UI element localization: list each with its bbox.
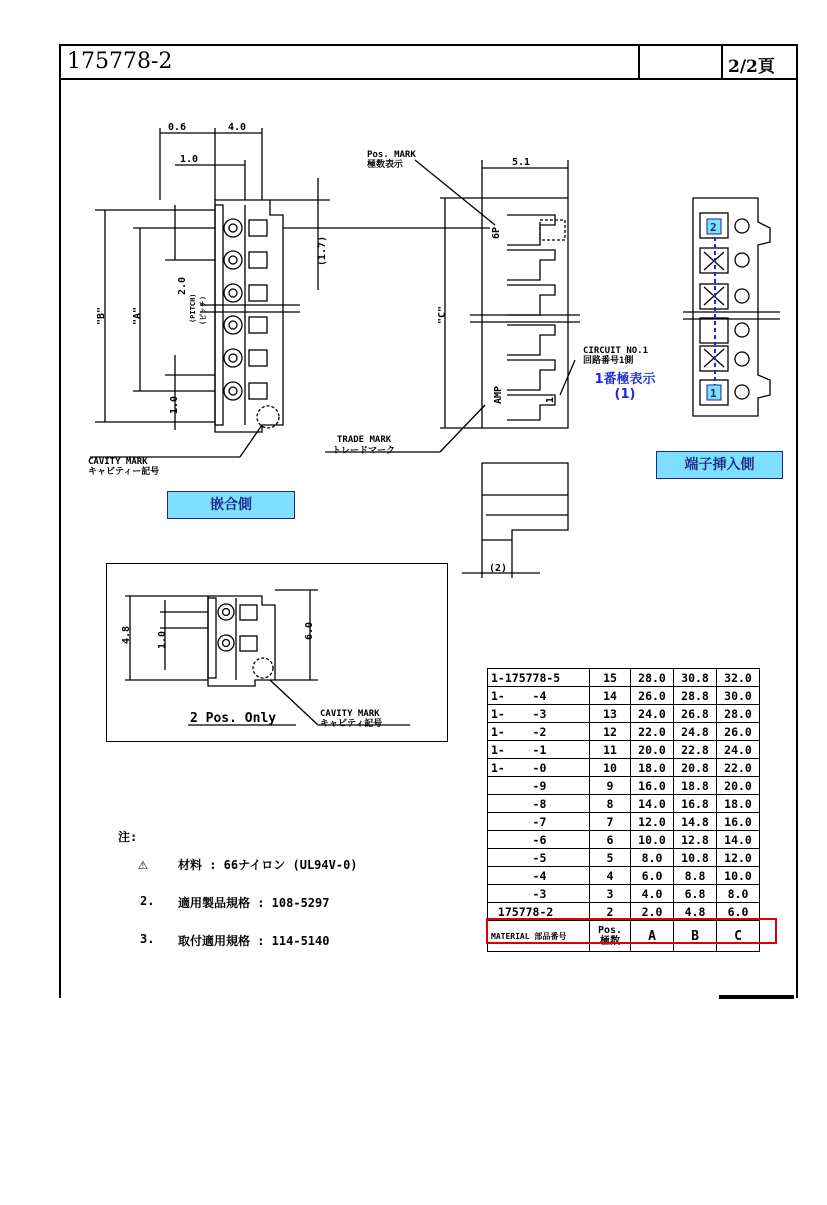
note-2: 適用製品規格 : 108-5297 <box>178 896 330 910</box>
dim-5-1: 5.1 <box>512 157 531 168</box>
trade-mark-en: TRADE MARK <box>337 435 392 445</box>
two-pos-only: 2 Pos. Only <box>190 711 277 726</box>
table-row: -7 7 12.0 14.8 16.0 <box>488 813 760 831</box>
table-row: 1- -3 13 24.0 26.8 28.0 <box>488 705 760 723</box>
cavity-mark-en-2: CAVITY MARK <box>320 709 380 719</box>
note-3-num: 3. <box>140 932 155 946</box>
center-slots <box>507 215 555 420</box>
trade-mark-jp: トレードマーク <box>332 446 396 456</box>
table-header: MATERIAL 部品番号 Pos. 極数 A B C <box>488 921 760 952</box>
table-row: 1-175778-5 15 28.0 30.8 32.0 <box>488 669 760 687</box>
right-cavities <box>700 213 749 405</box>
dim-2: (2) <box>489 563 508 574</box>
connector-bottom-view <box>482 463 568 540</box>
table-row: 1- -1 11 20.0 22.8 24.0 <box>488 741 760 759</box>
note-2-num: 2. <box>140 894 155 908</box>
table-row: -6 6 10.0 12.8 14.0 <box>488 831 760 849</box>
dim-4-8: 4.8 <box>121 625 132 644</box>
dim-2-0: 2.0 <box>177 276 188 295</box>
dim-1-0: 1.0 <box>180 154 199 165</box>
dimension-table <box>487 668 760 952</box>
dim-A: "A" <box>132 306 143 325</box>
cavity-mark-jp-2: キャビティ記号 <box>320 719 383 729</box>
dim-1-7: (1.7) <box>317 235 328 266</box>
terminal-insert-side-label: 端子挿入側 <box>656 451 783 479</box>
circuit-no1-jp: 回路番号1側 <box>583 356 634 366</box>
circuit-no1-paren: (1) <box>614 387 636 402</box>
table-row: -9 9 16.0 18.8 20.0 <box>488 777 760 795</box>
circuit-no1-en: CIRCUIT NO.1 <box>583 346 649 356</box>
dim-C: "C" <box>437 305 448 324</box>
note-3: 取付適用規格 : 114-5140 <box>178 934 330 948</box>
dim-B: "B" <box>96 306 107 325</box>
warning-icon: ⚠ <box>138 854 148 873</box>
part-number: 175778-2 <box>67 49 173 74</box>
table-row: 1- -2 12 22.0 24.8 26.0 <box>488 723 760 741</box>
notes-title: 注: <box>118 830 138 844</box>
dim-6-0: 6.0 <box>304 621 315 640</box>
cavity-mark-en: CAVITY MARK <box>88 457 148 467</box>
dim-1-0b: 1.0 <box>169 395 180 414</box>
dim-4-0: 4.0 <box>228 122 247 133</box>
cavity-windows <box>249 220 267 399</box>
dim-pitch-jp: (ピッチ) <box>199 295 207 325</box>
mating-side-label: 嵌合側 <box>167 491 295 519</box>
pos-mark-jp: 極数表示 <box>367 160 404 170</box>
note-1: 材料 : 66ナイロン (UL94V-0) <box>178 858 358 872</box>
dim-1-0c: 1.0 <box>157 630 168 649</box>
two-pos-inset <box>106 563 448 742</box>
cavity-mark-jp: キャビティー記号 <box>88 467 160 477</box>
side-amp: AMP <box>493 385 504 404</box>
page-number: 2/2頁 <box>728 57 775 77</box>
side-1: 1 <box>545 396 556 403</box>
table-row: -4 4 6.0 8.8 10.0 <box>488 867 760 885</box>
terminal-2-badge: 2 <box>710 221 717 234</box>
table-row: 1- -0 10 18.0 20.8 22.0 <box>488 759 760 777</box>
table-row: 1- -4 14 26.0 28.8 30.0 <box>488 687 760 705</box>
highlight-row-box <box>486 918 777 944</box>
table-row: -5 5 8.0 10.8 12.0 <box>488 849 760 867</box>
dim-pitch: (PITCH) <box>189 293 197 323</box>
dim-0-6: 0.6 <box>168 122 187 133</box>
terminal-1-badge: 1 <box>710 387 717 400</box>
cavity-circles <box>224 219 242 400</box>
circuit-no1-blue: 1番極表示 <box>594 372 656 387</box>
table-row: -8 8 14.0 16.8 18.0 <box>488 795 760 813</box>
table-row: -3 3 4.0 6.8 8.0 <box>488 885 760 903</box>
pos-mark-en: Pos. MARK <box>367 150 416 160</box>
side-6p: 6P <box>491 226 502 239</box>
table-row-highlight: 175778-2 2 2.0 4.8 6.0 <box>488 903 760 921</box>
connector-right-body <box>693 198 770 416</box>
